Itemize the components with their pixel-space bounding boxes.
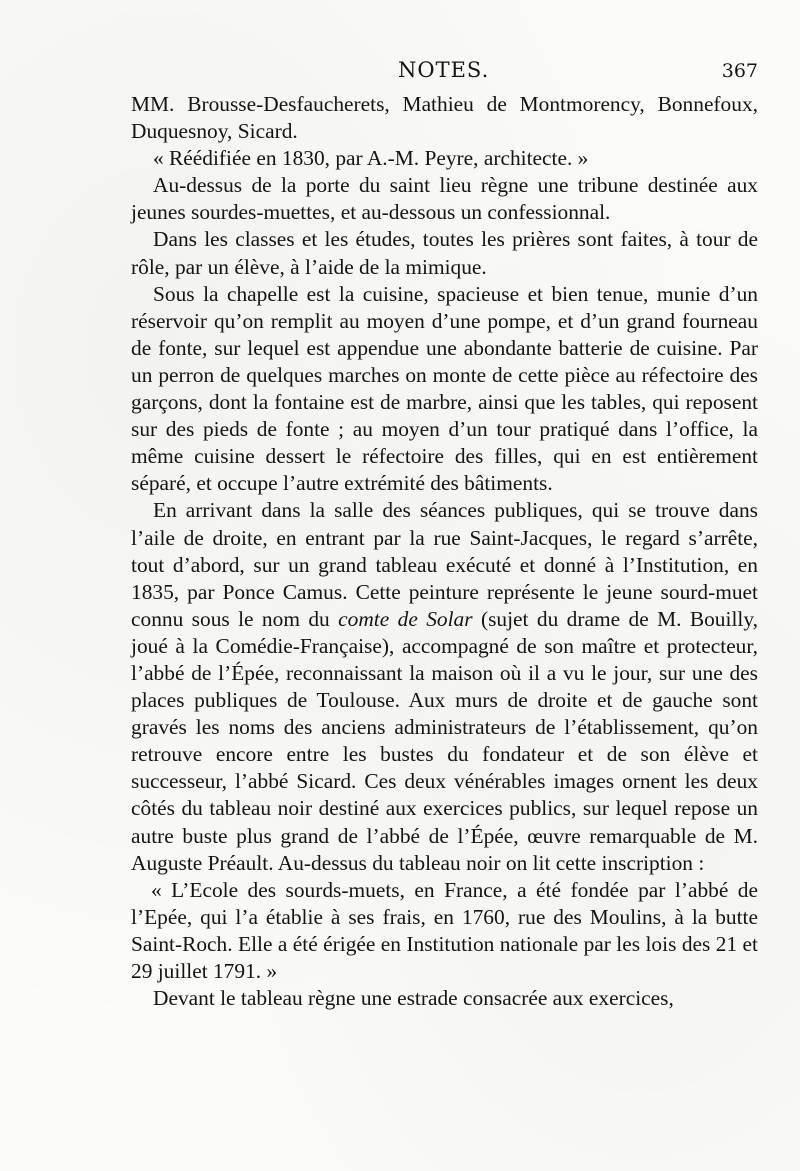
body-text [131,91,758,1012]
paragraph-estrade: Devant le tableau règne une estrade consacrée aux exercices, [153,986,674,1011]
italic-title-comte-de-solar: comte de Solar [338,606,473,631]
paragraph-prayers: Dans les classes et les études, toutes les prières sont faites, à tour de rôle, par un élève, à l’aide de la mimique. [131,227,758,279]
paragraph-public-hall-end: (sujet du drame de M. Bouilly, joué à la Comédie-Française), accompagné de son maître et protecteur, l’abbé de l’Épée, reconnaissant la maison où il a vu le jour, sur une des places publiques de Toulouse. Aux murs de droite et de gauche sont gravés les noms des anciens administrateurs de l’établissement, qu’on retrouve encore entre les bustes du fondateur et de son élève et successeur, l’abbé Sicard. Ces deux vénérables images ornent les deux côtés du tableau noir destiné aux exercices publics, sur lequel repose un autre buste plus grand de l’abbé de l’Épée, œuvre remarquable de M. Auguste Préault. Au-dessus du tableau noir on lit cette inscription : [131,606,758,875]
paragraph-tribune: Au-dessus de la porte du saint lieu règne une tribune destinée aux jeunes sourdes-muettes, et au-dessous un confessionnal. [131,173,758,225]
paragraph-public-hall [131,497,758,876]
paragraph-rebuilt-quote: « Réédifiée en 1830, par A.-M. Peyre, architecte. » [153,146,589,171]
running-head [130,58,758,88]
paragraph-names-list: MM. Brousse-Desfaucherets, Mathieu de Montmorency, Bonnefoux, Duquesnoy, Sicard. [131,92,758,144]
running-title: NOTES. [398,58,490,82]
paragraph-inscription: « L’Ecole des sourds-muets, en France, a été fondée par l’abbé de l’Epée, qui l’a établie à ses frais, en 1760, rue des Moulins, à la butte Saint-Roch. Elle a été érigée en Institution nationale par les lois des 21 et 29 juillet 1791. » [131,877,758,983]
paragraph-public-hall-start: En arrivant dans la salle des séances publiques, qui se trouve dans l’aile de droite, en entrant par la rue Saint-Jacques, le regard s’arrête, tout d’abord, sur un grand tableau exécuté et donné à l’Institution, en 1835, par Ponce Camus. Cette peinture représente le jeune sourd-muet connu sous le nom du [131,498,758,631]
paragraph-kitchen: Sous la chapelle est la cuisine, spacieuse et bien tenue, munie d’un réservoir qu’on remplit au moyen d’une pompe, et d’un grand fourneau de fonte, sur lequel est appendue une abondante batterie de cuisine. Par un perron de quelques marches on monte de cette pièce au réfectoire des garçons, dont la fontaine est de marbre, ainsi que les tables, qui reposent sur des pieds de fonte ; au moyen d’un tour pratiqué dans l’office, la même cuisine dessert le réfectoire des filles, qui en est entièrement séparé, et occupe l’autre extrémité des bâtiments. [131,281,758,496]
page-number: 367 [721,60,758,82]
